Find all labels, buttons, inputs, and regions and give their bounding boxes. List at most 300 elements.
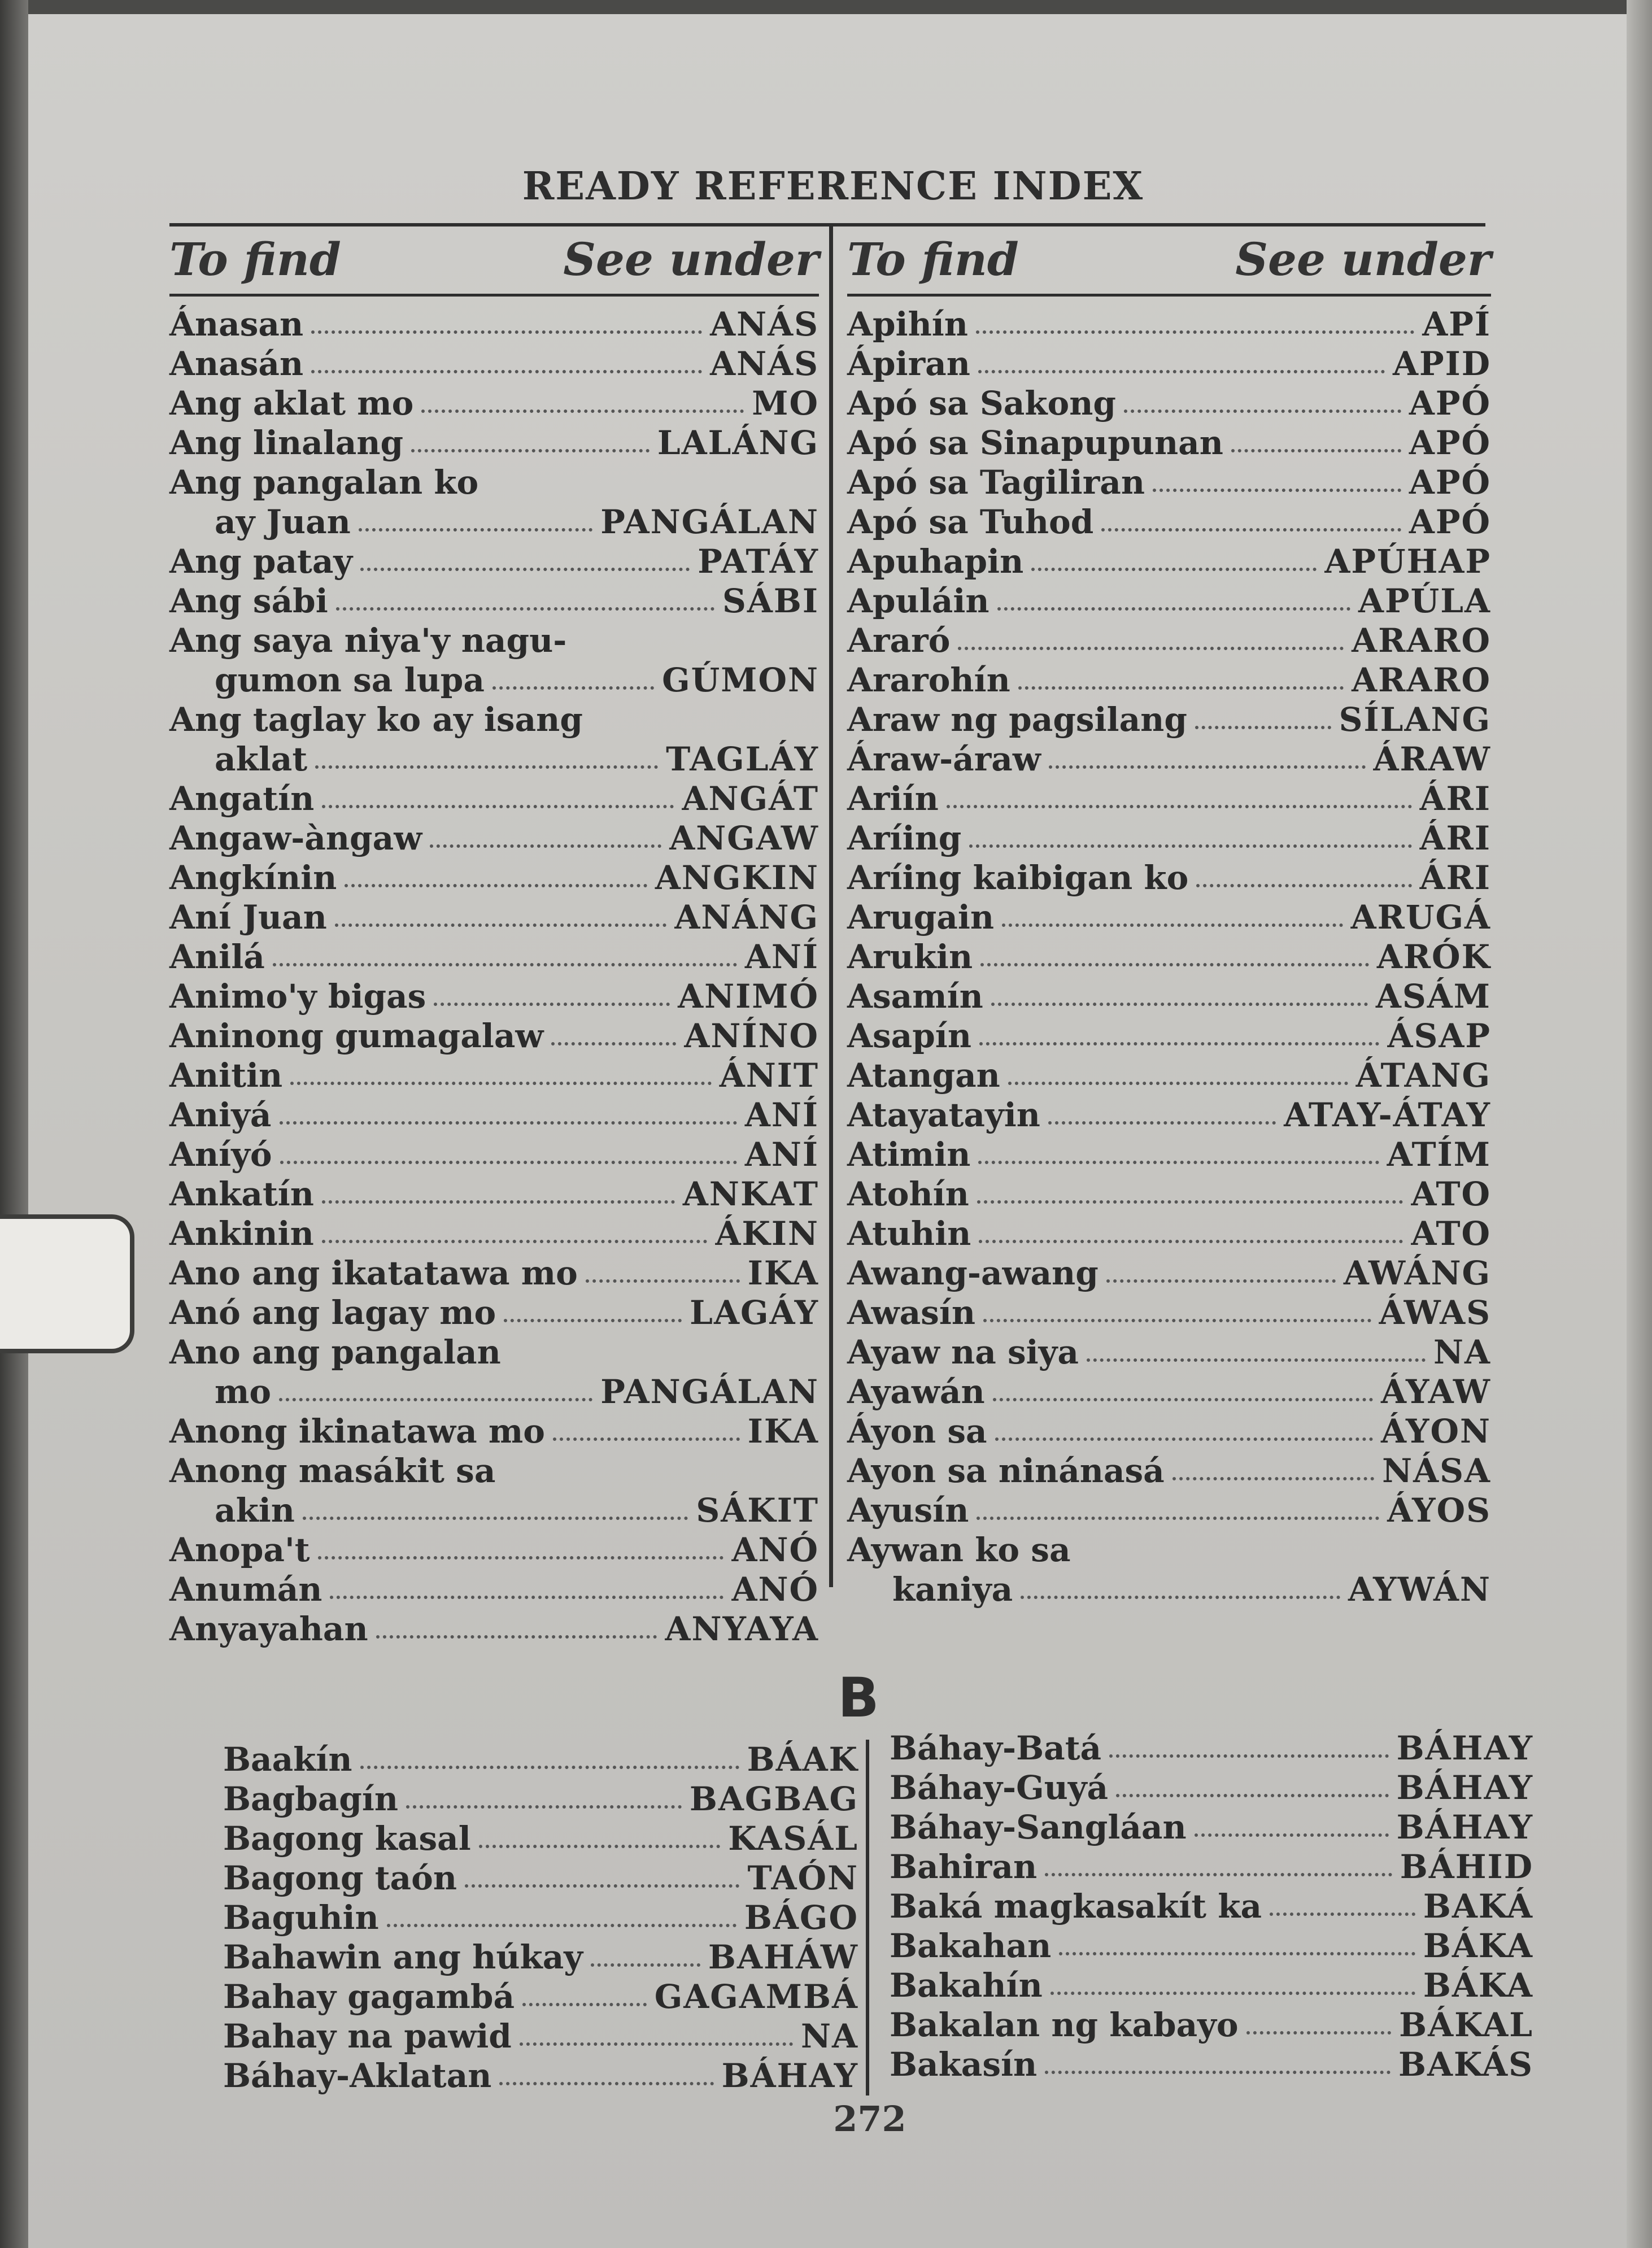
entry-see-under: APÚLA: [1358, 582, 1491, 620]
entry-term: Báhay-Guyá: [890, 1768, 1109, 1807]
index-entry: [169, 463, 819, 542]
index-list: [169, 304, 819, 1649]
entry-see-under: TAÓN: [747, 1859, 858, 1897]
index-entry: [890, 1807, 1533, 1847]
index-entry: [223, 1858, 858, 1898]
leader-dots: [1270, 1912, 1415, 1916]
leader-dots: [279, 1398, 592, 1401]
leader-dots: [979, 1240, 1403, 1243]
leader-dots: [551, 1042, 676, 1045]
entry-see-under: SÁBI: [722, 582, 819, 620]
entry-term: Ang aklat mo: [169, 384, 414, 422]
index-entry: [890, 1768, 1533, 1807]
index-entry: [890, 1847, 1533, 1887]
index-entry: [169, 344, 819, 384]
entry-term: Anyayahan: [169, 1610, 368, 1648]
leader-dots: [411, 449, 650, 452]
leader-dots: [969, 844, 1411, 848]
leader-dots: [1246, 2031, 1392, 2034]
leader-dots: [1195, 1833, 1389, 1837]
index-entry: [847, 1214, 1491, 1253]
entry-term: Atimin: [847, 1135, 971, 1174]
entry-term: Angaw-àngaw: [169, 819, 422, 857]
leader-dots: [976, 330, 1414, 334]
leader-dots: [1018, 686, 1344, 690]
entry-see-under: ATO: [1411, 1175, 1491, 1213]
index-entry: [847, 304, 1491, 344]
index-entry: [169, 1293, 819, 1332]
entry-see-under: NA: [1433, 1333, 1491, 1371]
index-entry: [847, 1491, 1491, 1530]
index-entry: [890, 2045, 1533, 2084]
index-entry: [169, 898, 819, 937]
entry-term: Asamín: [847, 977, 983, 1016]
leader-dots: [1101, 528, 1401, 531]
entry-see-under: ÁRI: [1419, 859, 1491, 897]
leader-dots: [997, 607, 1350, 611]
entry-see-under: APÓ: [1409, 503, 1491, 541]
leader-dots: [492, 686, 654, 690]
entry-term: Bagong taón: [223, 1859, 457, 1897]
entry-term: Apó sa Sinapupunan: [847, 424, 1223, 462]
index-entry: [169, 1135, 819, 1174]
entry-see-under: IKA: [747, 1254, 819, 1292]
leader-dots: [1045, 2071, 1391, 2074]
index-entry: [847, 1530, 1491, 1609]
index-entry: [847, 621, 1491, 660]
see-under-header: See under: [563, 233, 819, 286]
entry-see-under: APID: [1392, 345, 1491, 383]
leader-dots: [1048, 1121, 1276, 1125]
index-entry: [847, 344, 1491, 384]
leader-dots: [318, 1556, 724, 1559]
index-column-a-right: [847, 226, 1491, 1609]
entry-term: Anó ang lagay mo: [169, 1293, 496, 1332]
entry-term: Anitin: [169, 1056, 283, 1095]
entry-term: Baakín: [223, 1740, 352, 1779]
leader-dots: [977, 1517, 1379, 1520]
entry-see-under: AWÁNG: [1343, 1254, 1491, 1292]
entry-term: Anopa't: [169, 1531, 310, 1569]
entry-term: Báhay-Sangláan: [890, 1808, 1187, 1846]
index-entry: [169, 1332, 819, 1411]
index-entry: [890, 2005, 1533, 2045]
entry-term: Bahiran: [890, 1848, 1038, 1886]
entry-see-under: BAGBAG: [689, 1780, 858, 1818]
entry-term: Ánasan: [169, 305, 304, 343]
leader-dots: [1231, 449, 1401, 452]
index-entry: [847, 700, 1491, 739]
entry-see-under: BÁHAY: [1396, 1808, 1533, 1846]
column-divider-a: [829, 226, 833, 1587]
entry-see-under: ÁRAW: [1373, 740, 1491, 778]
index-entry: [223, 1819, 858, 1858]
leader-dots: [290, 1082, 711, 1085]
leader-dots: [553, 1437, 740, 1441]
index-entry: [169, 937, 819, 977]
entry-term: Bakahín: [890, 1966, 1043, 2005]
entry-term: Ayaw na siya: [847, 1333, 1079, 1371]
index-entry: [847, 739, 1491, 779]
index-entry: [847, 1016, 1491, 1056]
entry-see-under: NA: [800, 2017, 858, 2055]
leader-dots: [387, 1924, 736, 1927]
entry-see-under: ANIMÓ: [678, 977, 819, 1016]
entry-term: Atayatayin: [847, 1096, 1040, 1134]
index-entry: [169, 581, 819, 621]
index-entry: [169, 1253, 819, 1293]
entry-term-continued: akin: [215, 1491, 295, 1530]
index-entry: [223, 1740, 858, 1779]
index-entry: [169, 700, 819, 779]
entry-term: Apó sa Tagiliran: [847, 463, 1145, 502]
entry-term: Apuláin: [847, 582, 990, 620]
entry-see-under: PANGÁLAN: [600, 1373, 819, 1411]
entry-term: Bagbagín: [223, 1780, 399, 1818]
leader-dots: [979, 1042, 1379, 1045]
leader-dots: [336, 607, 714, 611]
entry-see-under: LALÁNG: [657, 424, 819, 462]
index-entry: [890, 1966, 1533, 2005]
entry-term: Baguhin: [223, 1898, 379, 1937]
entry-see-under: ANGKIN: [655, 859, 819, 897]
entry-term: Ayawán: [847, 1373, 985, 1411]
entry-term-continued: gumon sa lupa: [215, 661, 485, 699]
index-entry: [169, 1095, 819, 1135]
entry-term: Baká magkasakít ka: [890, 1887, 1262, 1925]
leader-dots: [586, 1279, 740, 1283]
leader-dots: [421, 409, 744, 413]
index-entry: [169, 1451, 819, 1530]
index-list: [890, 1728, 1533, 2084]
entry-term: Bakasín: [890, 2045, 1038, 2084]
index-entry: [223, 2016, 858, 2056]
leader-dots: [360, 568, 690, 571]
entry-term-continued: kaniya: [892, 1570, 1013, 1609]
entry-see-under: ÁYAW: [1380, 1373, 1491, 1411]
entry-term: Aninong gumagalaw: [169, 1017, 544, 1055]
entry-term: Ápiran: [847, 345, 970, 383]
leader-dots: [1087, 1358, 1426, 1362]
leader-dots: [947, 805, 1412, 808]
entry-see-under: BÁHID: [1400, 1848, 1533, 1886]
to-find-header: To find: [847, 233, 1019, 286]
index-entry: [169, 977, 819, 1016]
entry-term: Ano ang ikatatawa mo: [169, 1254, 578, 1292]
index-entry: [169, 1016, 819, 1056]
leader-dots: [1051, 1992, 1415, 1995]
entry-term: Aní Juan: [169, 898, 327, 936]
leader-dots: [335, 923, 667, 927]
entry-see-under: BÁKAL: [1399, 2006, 1533, 2044]
leader-dots: [1196, 884, 1411, 887]
index-entry: [847, 660, 1491, 700]
leader-dots: [430, 844, 661, 848]
entry-term: Ang pangalan ko: [169, 463, 479, 502]
leader-dots: [322, 805, 674, 808]
entry-term: Áraw-áraw: [847, 740, 1041, 778]
entry-term: Ankinin: [169, 1214, 314, 1253]
entry-see-under: APÓ: [1409, 463, 1491, 502]
entry-see-under: BÁGO: [744, 1898, 858, 1937]
entry-term: Ano ang pangalan: [169, 1333, 501, 1371]
entry-see-under: BÁHAY: [1396, 1768, 1533, 1807]
leader-dots: [330, 1596, 723, 1599]
entry-see-under: MO: [752, 384, 819, 422]
leader-dots: [406, 1805, 682, 1809]
entry-term: Awang-awang: [847, 1254, 1099, 1292]
entry-term: Ankatín: [169, 1175, 314, 1213]
index-entry: [169, 542, 819, 581]
entry-term: Apihín: [847, 305, 968, 343]
index-entry: [890, 1926, 1533, 1966]
index-entry: [847, 1174, 1491, 1214]
index-entry: [169, 304, 819, 344]
entry-see-under: ANGÁT: [682, 779, 819, 818]
entry-term: Bakahan: [890, 1927, 1052, 1965]
leader-dots: [322, 1240, 708, 1243]
entry-see-under: IKA: [747, 1412, 819, 1450]
entry-term: Arukin: [847, 938, 973, 976]
entry-term: Araw ng pagsilang: [847, 700, 1187, 739]
entry-see-under: BÁKA: [1423, 1966, 1533, 2005]
entry-term: Aywan ko sa: [847, 1531, 1071, 1569]
leader-dots: [479, 1845, 720, 1848]
page-number: 272: [833, 2098, 906, 2140]
leader-dots: [360, 1766, 739, 1769]
entry-see-under: ANÓ: [731, 1531, 819, 1569]
leader-dots: [1045, 1873, 1392, 1876]
index-entry: [169, 1214, 819, 1253]
index-entry: [169, 423, 819, 463]
index-entry: [847, 1095, 1491, 1135]
column-header: [847, 226, 1491, 297]
entry-see-under: ANÍ: [744, 1135, 819, 1174]
index-entry: [890, 1887, 1533, 1926]
entry-see-under: LAGÁY: [690, 1293, 819, 1332]
entry-term: Báhay-Aklatan: [223, 2057, 492, 2095]
entry-see-under: ÁYOS: [1387, 1491, 1491, 1530]
entry-term: Apó sa Sakong: [847, 384, 1116, 422]
index-entry: [847, 937, 1491, 977]
index-entry: [169, 384, 819, 423]
entry-see-under: BÁHAY: [721, 2057, 858, 2095]
see-under-header: See under: [1235, 233, 1491, 286]
column-divider-b: [866, 1740, 869, 2095]
entry-term: Báhay-Batá: [890, 1729, 1102, 1767]
entry-see-under: ARÓK: [1376, 938, 1491, 976]
index-entry: [847, 1411, 1491, 1451]
entry-see-under: ANÁS: [710, 305, 819, 343]
entry-term: Aríing kaibigan ko: [847, 859, 1189, 897]
entry-term: Anong masákit sa: [169, 1452, 496, 1490]
leader-dots: [311, 330, 702, 334]
entry-see-under: KASÁL: [728, 1819, 858, 1858]
leader-dots: [983, 1319, 1371, 1322]
column-header: [169, 226, 819, 297]
leader-dots: [980, 963, 1369, 966]
entry-term: Arugain: [847, 898, 995, 936]
index-entry: [223, 1779, 858, 1819]
entry-term: Ayon sa ninánasá: [847, 1452, 1165, 1490]
entry-term: Bahay gagambá: [223, 1977, 515, 2016]
leader-dots: [504, 1319, 682, 1322]
to-find-header: To find: [169, 233, 341, 286]
entry-term-continued: mo: [215, 1373, 272, 1411]
entry-term: Angatín: [169, 779, 315, 818]
entry-see-under: APÓ: [1409, 384, 1491, 422]
entry-see-under: ARUGÁ: [1350, 898, 1491, 936]
entry-see-under: ÁRI: [1419, 779, 1491, 818]
leader-dots: [434, 1003, 670, 1006]
entry-see-under: BÁKA: [1423, 1927, 1533, 1965]
index-entry: [169, 621, 819, 700]
leader-dots: [311, 370, 702, 373]
index-entry: [847, 1451, 1491, 1491]
entry-see-under: ATAY-ÁTAY: [1284, 1096, 1491, 1134]
entry-see-under: ANÁNG: [674, 898, 819, 936]
entry-see-under: APÚHAP: [1324, 542, 1491, 581]
entry-term: Araró: [847, 621, 951, 660]
entry-term: Ariín: [847, 779, 939, 818]
entry-term: Ang patay: [169, 542, 353, 581]
entry-see-under: ÁRI: [1419, 819, 1491, 857]
entry-see-under: ÁWAS: [1379, 1293, 1491, 1332]
leader-dots: [303, 1517, 688, 1520]
index-entry: [847, 858, 1491, 898]
entry-see-under: GAGAMBÁ: [654, 1977, 858, 2016]
entry-term: Bahay na pawid: [223, 2017, 512, 2055]
entry-see-under: ÁTANG: [1355, 1056, 1491, 1095]
leader-dots: [1109, 1754, 1389, 1758]
index-column-a-left: [169, 226, 819, 1649]
index-column-b-left: [223, 1740, 858, 2095]
leader-dots: [1031, 568, 1317, 571]
leader-dots: [1106, 1279, 1336, 1283]
entry-term-continued: aklat: [215, 740, 308, 778]
index-entry: [847, 1332, 1491, 1372]
entry-term: Atuhin: [847, 1214, 971, 1253]
entry-term-continued: ay Juan: [215, 503, 351, 541]
entry-see-under: ANÍ: [744, 1096, 819, 1134]
entry-term: Awasín: [847, 1293, 976, 1332]
index-entry: [847, 463, 1491, 502]
index-entry: [847, 1135, 1491, 1174]
leader-dots: [1195, 726, 1331, 729]
entry-see-under: ANYAYA: [665, 1610, 819, 1648]
entry-see-under: ANÓ: [731, 1570, 819, 1609]
index-entry: [169, 1570, 819, 1609]
entry-see-under: ÁSAP: [1387, 1017, 1491, 1055]
entry-term: Asapín: [847, 1017, 971, 1055]
leader-dots: [273, 963, 737, 966]
index-entry: [847, 502, 1491, 542]
page-tab-marker: [0, 1214, 134, 1353]
entry-term: Apó sa Tuhod: [847, 503, 1094, 541]
index-entry: [847, 1056, 1491, 1095]
index-entry: [223, 1977, 858, 2016]
index-entry: [223, 1937, 858, 1977]
entry-see-under: BAHÁW: [708, 1938, 858, 1976]
leader-dots: [345, 884, 647, 887]
index-entry: [890, 1728, 1533, 1768]
page-title: READY REFERENCE INDEX: [522, 164, 1144, 209]
entry-see-under: SÍLANG: [1339, 700, 1491, 739]
leader-dots: [376, 1635, 657, 1639]
entry-term: Bahawin ang húkay: [223, 1938, 583, 1976]
leader-dots: [591, 1963, 700, 1967]
entry-term: Angkínin: [169, 859, 337, 897]
leader-dots: [1059, 1952, 1415, 1955]
entry-term: Aníyó: [169, 1135, 272, 1174]
index-entry: [847, 384, 1491, 423]
index-entry: [847, 779, 1491, 818]
entry-see-under: PATÁY: [698, 542, 819, 581]
leader-dots: [315, 765, 658, 769]
entry-see-under: BAKÁ: [1423, 1887, 1533, 1925]
index-entry: [169, 1174, 819, 1214]
leader-dots: [958, 647, 1344, 650]
leader-dots: [993, 1398, 1373, 1401]
entry-see-under: PANGÁLAN: [600, 503, 819, 541]
page-right-edge: [1627, 0, 1652, 2248]
leader-dots: [978, 1161, 1379, 1164]
leader-dots: [465, 1884, 739, 1888]
leader-dots: [280, 1161, 737, 1164]
index-entry: [847, 1253, 1491, 1293]
book-binding-edge: [0, 0, 28, 2248]
entry-see-under: ANKAT: [682, 1175, 819, 1213]
entry-see-under: ANÍNO: [684, 1017, 819, 1055]
entry-term: Animo'y bigas: [169, 977, 426, 1016]
index-entry: [847, 898, 1491, 937]
leader-dots: [991, 1003, 1368, 1006]
entry-see-under: GÚMON: [662, 661, 819, 699]
index-column-b-right: [890, 1728, 1533, 2084]
index-list: [223, 1740, 858, 2095]
entry-see-under: NÁSA: [1382, 1452, 1491, 1490]
leader-dots: [1049, 765, 1366, 769]
leader-dots: [1124, 409, 1401, 413]
entry-see-under: SÁKIT: [696, 1491, 819, 1530]
leader-dots: [1172, 1477, 1374, 1480]
entry-term: Apuhapin: [847, 542, 1024, 581]
leader-dots: [522, 2003, 647, 2006]
entry-see-under: ANÍ: [744, 938, 819, 976]
index-entry: [847, 1293, 1491, 1332]
entry-term: Ang linalang: [169, 424, 404, 462]
index-entry: [169, 858, 819, 898]
entry-term: Ayusín: [847, 1491, 969, 1530]
entry-see-under: ARARO: [1352, 621, 1491, 660]
index-entry: [169, 1609, 819, 1649]
index-entry: [847, 1372, 1491, 1411]
entry-term: Aríing: [847, 819, 962, 857]
leader-dots: [977, 1200, 1403, 1204]
entry-see-under: BAKÁS: [1398, 2045, 1533, 2084]
index-entry: [847, 977, 1491, 1016]
entry-see-under: ARARO: [1352, 661, 1491, 699]
entry-term: Bakalan ng kabayo: [890, 2006, 1239, 2044]
entry-see-under: APÍ: [1422, 305, 1491, 343]
entry-term: Anumán: [169, 1570, 322, 1609]
index-entry: [169, 818, 819, 858]
entry-see-under: AYWÁN: [1348, 1570, 1491, 1609]
entry-see-under: ÁNIT: [719, 1056, 819, 1095]
entry-see-under: ATÍM: [1387, 1135, 1491, 1174]
index-entry: [169, 779, 819, 818]
entry-see-under: BÁHAY: [1396, 1729, 1533, 1767]
